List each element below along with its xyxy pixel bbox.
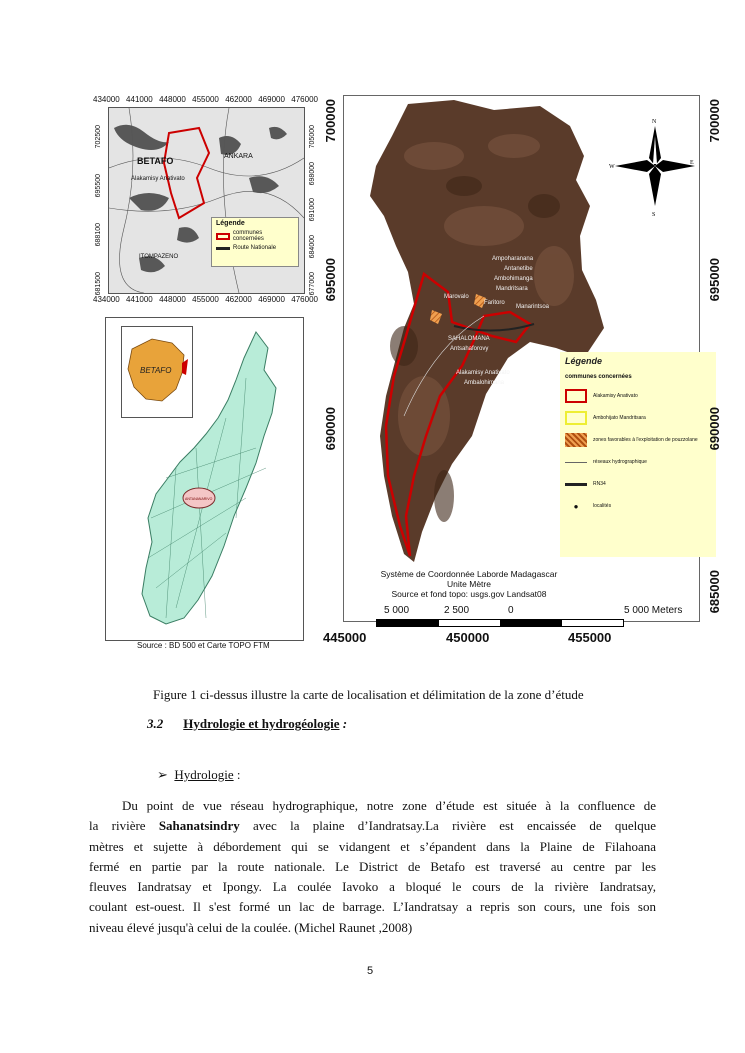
- section-heading: [147, 716, 347, 732]
- legend-item: [565, 495, 711, 517]
- inset-label: BETAFO: [140, 366, 172, 375]
- location-figure: [93, 95, 733, 655]
- tick-label: 462000: [225, 295, 252, 304]
- coord-label: 685000: [707, 570, 722, 614]
- legend-item: [216, 230, 294, 242]
- paragraph-line: coulant est-ouest. Il s'est formé un lac de barrage. L’Iandratsay a repris son cours, une fois son: [89, 899, 656, 915]
- scale-label: 5 000: [384, 605, 410, 616]
- place-label: Manarintsoa: [516, 304, 550, 310]
- legend-label: Route Nationale: [233, 245, 277, 251]
- tick-label: 441000: [126, 95, 153, 104]
- compass-w: W: [609, 164, 615, 170]
- map-label: BETAFO: [137, 156, 174, 166]
- projection-line: Unite Mètre: [447, 579, 491, 589]
- scale-bar: [376, 619, 624, 627]
- legend-item: [565, 429, 711, 451]
- legend-label: Alakamisy Anativato: [593, 393, 638, 399]
- tick-label: 695500: [95, 173, 102, 198]
- tick-label: 688100: [95, 222, 102, 247]
- road-line-swatch-icon: [565, 483, 587, 486]
- figure-caption: Figure 1 ci-dessus illustre la carte de localisation et délimitation de la zone d’étude: [153, 687, 584, 702]
- projection-line: Système de Coordonnée Laborde Madagascar: [380, 569, 558, 579]
- tick-label: 434000: [93, 295, 120, 304]
- compass-e: E: [690, 160, 694, 166]
- legend-item: [216, 245, 294, 251]
- coord-label: 695000: [323, 258, 338, 302]
- tick-label: 448000: [159, 295, 186, 304]
- legend-label: localités: [593, 503, 612, 509]
- tick-label: 455000: [192, 95, 219, 104]
- section-colon: :: [339, 716, 348, 731]
- satellite-frame: [343, 95, 700, 622]
- paragraph-line: niveau élevé jusqu'à celui de la coulée. (Michel Raunet ,2008): [89, 919, 413, 935]
- page-number: 5: [367, 965, 374, 977]
- tick-label: 476000: [291, 95, 318, 104]
- legend-title: Légende: [565, 356, 603, 366]
- legend-label: RN34: [593, 481, 606, 487]
- tick-label: 476000: [291, 295, 318, 304]
- legend-item: [565, 407, 711, 429]
- coord-label: 690000: [707, 407, 722, 451]
- tick-label: 448000: [159, 95, 186, 104]
- coord-label: 695000: [707, 258, 722, 302]
- commune-swatch-icon: [216, 233, 230, 240]
- projection-line: Source et fond topo: usgs.gov Landsat08: [391, 589, 547, 599]
- legend-item: [565, 451, 711, 473]
- legend-item: [565, 473, 711, 495]
- road-swatch-icon: [216, 247, 230, 250]
- map-label: Alakamisy Anativato: [131, 176, 185, 182]
- madagascar-locator-map: [105, 317, 304, 641]
- paragraph-line: fleuves Iandratsay et Ipongy. La coulée Iavoko a bloqué le cours de la rivière Iandratsay,: [89, 879, 656, 895]
- projection-info: [374, 569, 564, 599]
- bullet-suffix: :: [233, 767, 241, 782]
- place-label: Faritoro: [484, 300, 505, 306]
- coord-label: 690000: [323, 407, 338, 451]
- map-source-caption: Source : BD 500 et Carte TOPO FTM: [137, 641, 270, 650]
- tick-label: 455000: [192, 295, 219, 304]
- coord-label: 455000: [568, 630, 612, 645]
- place-label: Antsahaforovy: [450, 346, 489, 352]
- left-coordinates: [323, 95, 345, 620]
- bullet-heading: [157, 767, 241, 783]
- hydrology-paragraph: [89, 796, 656, 938]
- bullet-title: Hydrologie: [174, 767, 234, 782]
- tick-label: 691000: [309, 198, 316, 222]
- hatched-zone-swatch-icon: [565, 433, 587, 447]
- coord-label: 445000: [323, 630, 367, 645]
- legend-subtitle: communes concernées: [565, 374, 632, 380]
- place-label: Antanetibe: [504, 266, 533, 272]
- tick-label: 434000: [93, 95, 120, 104]
- legend-label: communes concernées: [232, 230, 264, 242]
- right-coordinates: [707, 95, 729, 620]
- place-label: Marovalo: [444, 294, 469, 300]
- place-label: Alakamisy Anativato: [456, 370, 510, 376]
- place-label: Mandritsara: [496, 286, 528, 292]
- topo-top-ticks: [93, 95, 318, 104]
- coord-label: 700000: [323, 99, 338, 143]
- paragraph-text: avec la plaine d’Iandratsay.La rivière est encaissée de quelque: [239, 818, 656, 834]
- compass-s: S: [652, 212, 656, 218]
- legend-label: Ambohijato Mandritsara: [593, 415, 646, 421]
- topo-legend: [211, 217, 299, 267]
- place-label: Ambalohimana: [464, 380, 505, 386]
- coord-label: 700000: [707, 99, 722, 143]
- map-label: ANKARA: [224, 153, 253, 160]
- tick-label: 677000: [309, 271, 316, 295]
- red-boundary-swatch-icon: [565, 389, 587, 403]
- topographic-inset-map: [93, 95, 318, 305]
- betafo-inset: [121, 326, 193, 418]
- tick-label: 441000: [126, 295, 153, 304]
- river-line-swatch-icon: [565, 462, 587, 463]
- compass-rose-icon: [609, 119, 695, 218]
- river-name: Sahanatsindry: [158, 818, 240, 834]
- place-label: Ampoharanana: [492, 256, 534, 262]
- paragraph-line: mètres et sujette à débordement qui se vidangent et s’épandent dans la Plaine de Filahoana: [89, 838, 656, 854]
- tick-label: 462000: [225, 95, 252, 104]
- district-label: ANTANANARIVO: [185, 497, 213, 501]
- tick-label: 705000: [309, 125, 316, 149]
- compass-n: N: [652, 119, 657, 125]
- scale-label: 2 500: [444, 605, 470, 616]
- bottom-coordinates: [323, 630, 733, 650]
- legend-label: réseaux hydrographique: [593, 459, 647, 465]
- main-satellite-map: [323, 95, 733, 655]
- arrow-bullet-icon: ➢: [157, 767, 168, 782]
- paragraph-line: [89, 816, 656, 836]
- tick-label: 684000: [309, 234, 316, 259]
- tick-label: 681500: [95, 271, 102, 295]
- map-label: ITOMPAZENO: [139, 254, 179, 260]
- tick-label: 469000: [258, 295, 285, 304]
- section-number: 3.2: [147, 716, 164, 731]
- main-map-legend: [560, 352, 716, 557]
- paragraph-line: Du point de vue réseau hydrographique, notre zone d’étude est située à la confluence de: [122, 798, 656, 813]
- paragraph-line: fermé en partie par la route nationale. Le District de Betafo est traversé au centre par les: [89, 858, 656, 874]
- legend-label: zones favorables à l'exploitation de pouzzolane: [593, 437, 698, 443]
- locality-dot-icon: ●: [573, 501, 579, 511]
- tick-label: 698000: [309, 161, 316, 186]
- scale-label: 5 000 Meters: [624, 605, 683, 616]
- section-title: Hydrologie et hydrogéologie: [183, 716, 340, 731]
- coord-label: 450000: [446, 630, 490, 645]
- legend-title: Légende: [216, 220, 245, 227]
- tick-label: 469000: [258, 95, 285, 104]
- scale-labels: [384, 605, 704, 617]
- tick-label: 702500: [95, 125, 102, 149]
- topo-left-ticks: [95, 125, 105, 295]
- place-label: Ambohimanga: [494, 276, 533, 282]
- yellow-boundary-swatch-icon: [565, 411, 587, 425]
- place-label: SAHALOMANA: [448, 336, 490, 342]
- topo-bottom-ticks: [93, 295, 318, 304]
- topo-right-ticks: [309, 125, 319, 295]
- scale-label: 0: [508, 605, 514, 616]
- legend-item: [565, 385, 711, 407]
- paragraph-text: la rivière: [89, 818, 159, 834]
